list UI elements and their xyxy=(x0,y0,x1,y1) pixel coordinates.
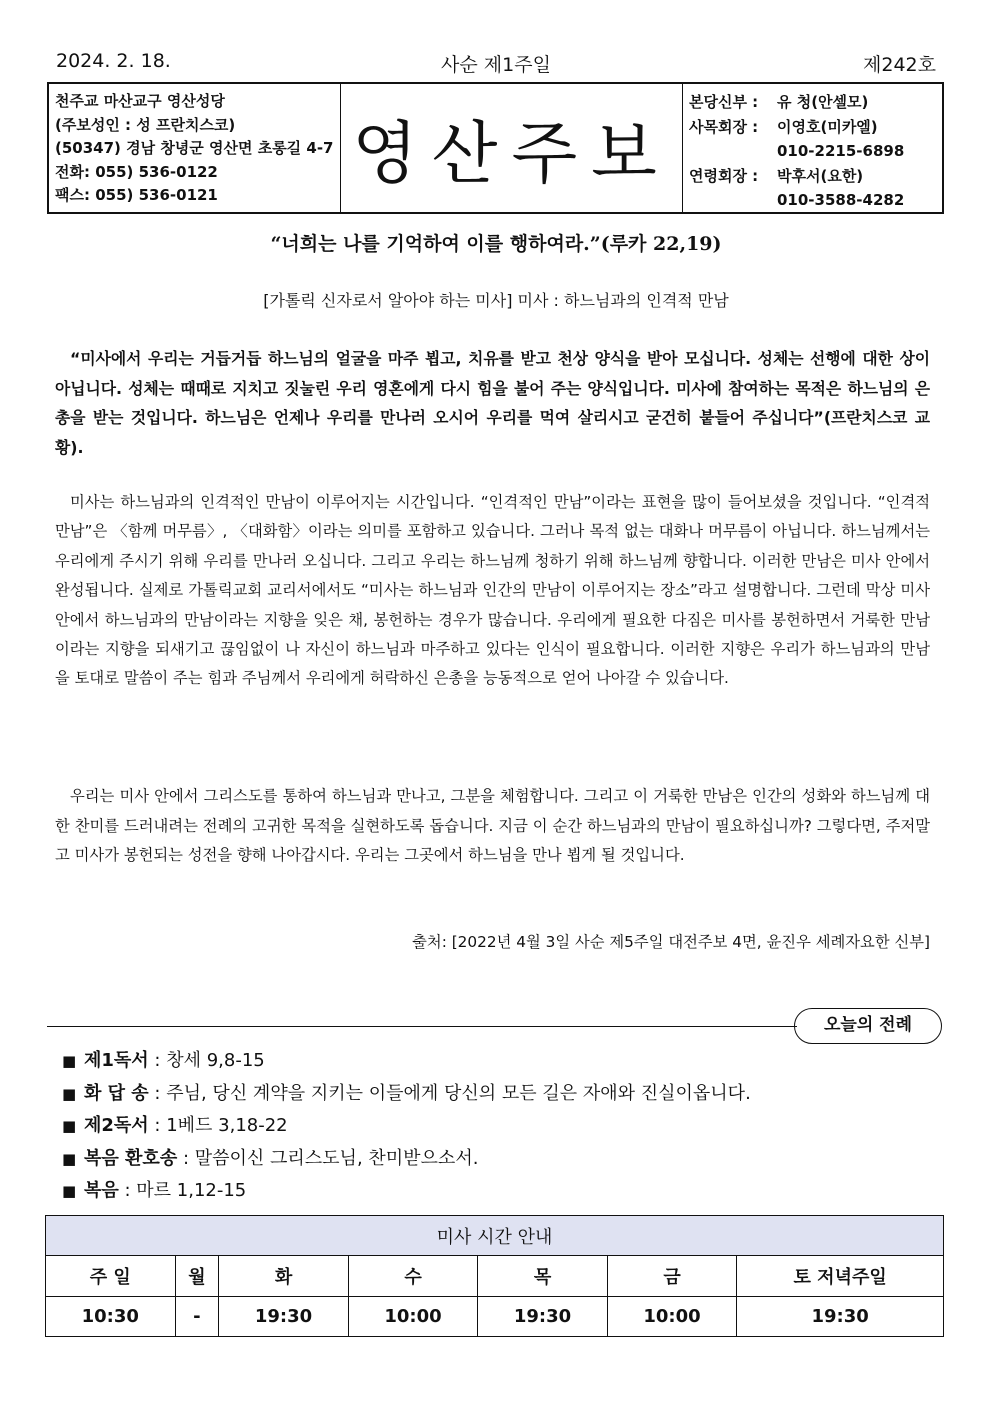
bullet-icon: ■ xyxy=(62,1182,77,1200)
reading-label: 제1독서 xyxy=(84,1050,149,1071)
papal-quote-text: “미사에서 우리는 거듭거듭 하느님의 얼굴을 마주 뵙고, 치유를 받고 천상 양식을 받아 모십니다. 성체는 선행에 대한 상이 아닙니다. 성체는 때때로 지치고 짓눌린 우리 영혼에게 다시 힘을 불어 주는 양식입니다. 미사에 참여하는 목적은 하느님의 은총을 받는 것입니다. 하느님은 언제나 우리를 만나러 오시어 우리를 먹여 살리시고 굳건히 붙들어 주십니다”(프란치스코 교황). xyxy=(55,349,930,457)
reading-acclamation xyxy=(62,1143,751,1176)
body-paragraph-2 xyxy=(55,782,930,871)
issue-date: 2024. 2. 18. xyxy=(56,50,171,72)
time-thursday: 19:30 xyxy=(478,1297,608,1337)
council-name: 이영호(미카엘) xyxy=(777,117,878,136)
time-sunday: 10:30 xyxy=(46,1297,176,1337)
day-thursday: 목 xyxy=(478,1256,608,1297)
top-header-line xyxy=(52,50,940,76)
reading-text: : 1베드 3,18-22 xyxy=(148,1115,288,1136)
time-wednesday: 10:00 xyxy=(348,1297,478,1337)
title-box xyxy=(341,84,683,212)
pastor-row xyxy=(689,90,936,115)
assoc-name: 박후서(요한) xyxy=(777,166,864,185)
mass-schedule-table xyxy=(45,1215,944,1337)
patron-saint: (주보성인 : 성 프란치스코) xyxy=(55,115,236,134)
pastor-label: 본당신부 : xyxy=(689,93,759,111)
papal-quote-paragraph xyxy=(55,344,930,462)
time-saturday: 19:30 xyxy=(737,1297,944,1337)
reading-text: : 마르 1,12-15 xyxy=(118,1180,247,1201)
bullet-icon: ■ xyxy=(62,1117,77,1135)
liturgy-divider xyxy=(47,1026,797,1027)
article-source: 출처: [2022년 4월 3일 사순 제5주일 대전주보 4면, 윤진우 세례자요한 신부] xyxy=(412,933,930,951)
readings-list xyxy=(62,1045,751,1208)
mass-days-row xyxy=(46,1256,944,1297)
time-tuesday: 19:30 xyxy=(219,1297,349,1337)
day-wednesday: 수 xyxy=(348,1256,478,1297)
parish-fax: 팩스: 055) 536-0121 xyxy=(55,186,218,204)
mass-times-row xyxy=(46,1297,944,1337)
time-monday: - xyxy=(175,1297,219,1337)
reading-second xyxy=(62,1110,751,1143)
assoc-label: 연령회장 : xyxy=(689,166,759,185)
bullet-icon: ■ xyxy=(62,1052,77,1070)
mass-schedule-caption-row xyxy=(46,1216,944,1256)
mass-schedule-caption: 미사 시간 안내 xyxy=(46,1216,944,1256)
bulletin-title: 영산주보 xyxy=(352,114,671,194)
parish-address: (50347) 경남 창녕군 영산면 초롱길 4-7 xyxy=(55,139,334,157)
reading-label: 복음 환호송 xyxy=(84,1147,178,1169)
bullet-icon: ■ xyxy=(62,1149,77,1168)
time-friday: 10:00 xyxy=(607,1297,737,1337)
reading-text: : 주님, 당신 계약을 지키는 이들에게 당신의 모든 길은 자애와 진실이옵니다. xyxy=(148,1082,751,1104)
council-row xyxy=(689,115,936,140)
body-paragraph-1 xyxy=(55,488,930,694)
reading-text: : 창세 9,8-15 xyxy=(148,1050,265,1071)
article-subtitle: [가톨릭 신자로서 알아야 하는 미사] 미사 : 하느님과의 인격적 만남 xyxy=(263,291,729,310)
day-sunday: 주 일 xyxy=(46,1256,176,1297)
masthead xyxy=(47,82,944,214)
day-saturday: 토 저녁주일 xyxy=(737,1256,944,1297)
reading-first xyxy=(62,1045,751,1078)
council-label: 사목회장 : xyxy=(689,117,759,136)
parish-name: 천주교 마산교구 영산성당 xyxy=(55,92,225,110)
assoc-phone: 010-3588-4282 xyxy=(777,191,905,209)
issue-number: 제242호 xyxy=(863,54,936,76)
parish-info xyxy=(49,84,341,212)
scripture-quote: “너희는 나를 기억하여 이를 행하여라.”(루카 22,19) xyxy=(270,233,722,255)
day-tuesday: 화 xyxy=(219,1256,349,1297)
reading-psalm xyxy=(62,1078,751,1111)
reading-label: 화 답 송 xyxy=(84,1082,149,1104)
body-paragraph-2-text: 우리는 미사 안에서 그리스도를 통하여 하느님과 만나고, 그분을 체험합니다. 그리고 이 거룩한 만남은 인간의 성화와 하느님께 대한 찬미를 드러내려는 전례의 고귀한 목적을 실현하도록 돕습니다. 지금 이 순간 하느님과의 만남이 필요하십니까? 그렇다면, 주저말고 미사가 봉헌되는 성전을 향해 나아갑시다. 우리는 그곳에서 하느님을 만나 뵙게 될 것입니다. xyxy=(55,787,930,864)
reading-text: : 말씀이신 그리스도님, 찬미받으소서. xyxy=(177,1147,479,1169)
parish-phone: 전화: 055) 536-0122 xyxy=(55,162,218,181)
reading-gospel xyxy=(62,1175,751,1208)
body-paragraph-1-text: 미사는 하느님과의 인격적인 만남이 이루어지는 시간입니다. “인격적인 만남”이라는 표현을 많이 들어보셨을 것입니다. “인격적 만남”은 〈함께 머무름〉, 〈대화함〉이라는 의미를 포함하고 있습니다. 그러나 목적 없는 대화나 머무름이 아닙니다. 하느님께서는 우리에게 주시기 위해 우리를 만나러 오십니다. 그리고 우리는 하느님께 청하기 위해 하느님께 향합니다. 이러한 만남은 미사 안에서 완성됩니다. 실제로 가톨릭교회 교리서에서도 “미사는 하느님과 인간의 만남이 이루어지는 장소”라고 설명합니다. 그런데 막상 미사 안에서 하느님과의 만남이라는 지향을 잊은 채, 봉헌하는 경우가 많습니다. 우리에게 필요한 다짐은 미사를 봉헌하면서 거룩한 만남이라는 지향을 되새기고 끊임없이 나 자신이 하느님과 마주하고 있다는 인식이 필요합니다. 이러한 지향은 우리가 하느님과의 만남을 토대로 말씀이 주는 힘과 주님께서 우리에게 허락하신 은총을 능동적으로 얻어 나아갈 수 있습니다. xyxy=(55,493,930,688)
staff-info xyxy=(683,84,942,212)
day-monday: 월 xyxy=(175,1256,219,1297)
council-phone: 010-2215-6898 xyxy=(777,142,905,160)
liturgical-season: 사순 제1주일 xyxy=(441,54,551,76)
pastor-name: 유 청(안셀모) xyxy=(777,93,869,111)
reading-label: 제2독서 xyxy=(84,1115,149,1136)
assoc-row xyxy=(689,164,936,189)
liturgy-tag: 오늘의 전례 xyxy=(794,1008,942,1044)
reading-label: 복음 xyxy=(84,1180,119,1201)
bullet-icon: ■ xyxy=(62,1084,77,1103)
day-friday: 금 xyxy=(607,1256,737,1297)
